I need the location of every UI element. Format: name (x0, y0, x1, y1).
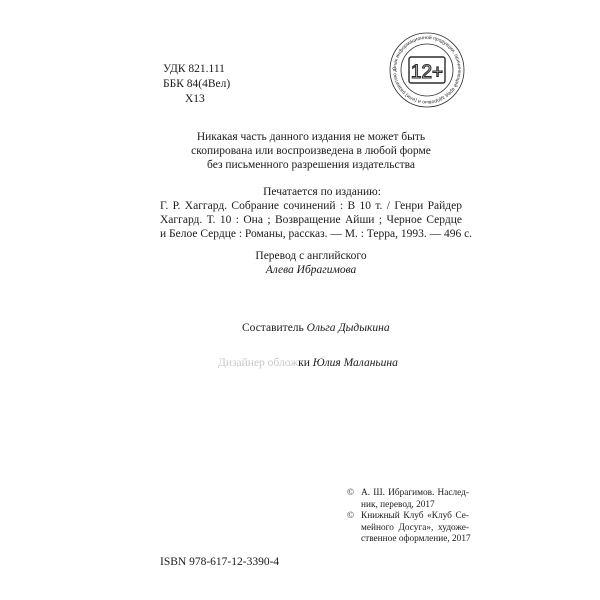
compiler-name: Ольга Дыдыкина (306, 322, 390, 334)
copyright-symbol: © (347, 511, 355, 522)
bbk-code: ББК 84(4Вел) (163, 78, 231, 90)
classification-block (163, 62, 230, 107)
copyright-symbol: © (347, 488, 355, 498)
badge-rating-value: 12+ (410, 62, 444, 83)
compiler-label: Составитель (242, 322, 304, 334)
printed-from-block (160, 185, 473, 241)
copyright-entry (347, 488, 469, 511)
copyright-line: Книжный Клуб «Клуб Се- (361, 511, 469, 522)
copyright-entry (347, 511, 469, 546)
rights-notice (160, 130, 462, 172)
designer-line (218, 357, 398, 369)
rights-notice-line: Никакая часть данного издания не может быть (196, 131, 426, 143)
compiler-line (242, 322, 390, 334)
copyright-line: мейного Досуга», художе- (361, 522, 469, 533)
isbn: ISBN 978-617-12-3390-4 (160, 556, 280, 568)
age-rating-badge-graphic (387, 30, 467, 110)
author-mark: Х13 (185, 93, 205, 105)
designer-label-faded: Дизайнер облож (218, 357, 299, 369)
copyright-line: А. Ш. Ибрагимов. Наслед- (361, 488, 469, 498)
badge-ring-text-path: Знак информационной продукции, причиняющей вред здоровью и (или) развитию д (391, 34, 463, 106)
printed-from-line: и Белое Сердце : Романы, рассказ. — М. : Терра, 1993. — 496 с. (160, 228, 473, 240)
printed-from-line: Г. Р. Хаггард. Собрание сочинений : В 10 т. / Генри Райдер (160, 200, 462, 212)
printed-from-line: Хаггард. Т. 10 : Она ; Возвращение Айши ; Черное Сердце (160, 214, 462, 226)
copyright-line: ственное оформление, 2017 (361, 534, 471, 545)
age-rating-badge (387, 30, 467, 110)
translator-name: Алева Ибрагимова (265, 264, 357, 276)
designer-label-rest: ки (298, 357, 310, 369)
copyright-block (347, 488, 469, 546)
udk-code: УДК 821.111 (163, 63, 225, 75)
translation-label: Перевод с английского (255, 250, 367, 262)
rights-notice-line: без письменного разрешения издательства (207, 159, 415, 171)
translation-block (160, 249, 462, 277)
printed-from-heading: Печатается по изданию: (263, 186, 381, 198)
rights-notice-line: скопирована или воспроизведена в любой форме (191, 145, 431, 157)
copyright-line: ник, перевод, 2017 (361, 499, 435, 510)
designer-name: Юлия Маланьина (312, 357, 398, 369)
